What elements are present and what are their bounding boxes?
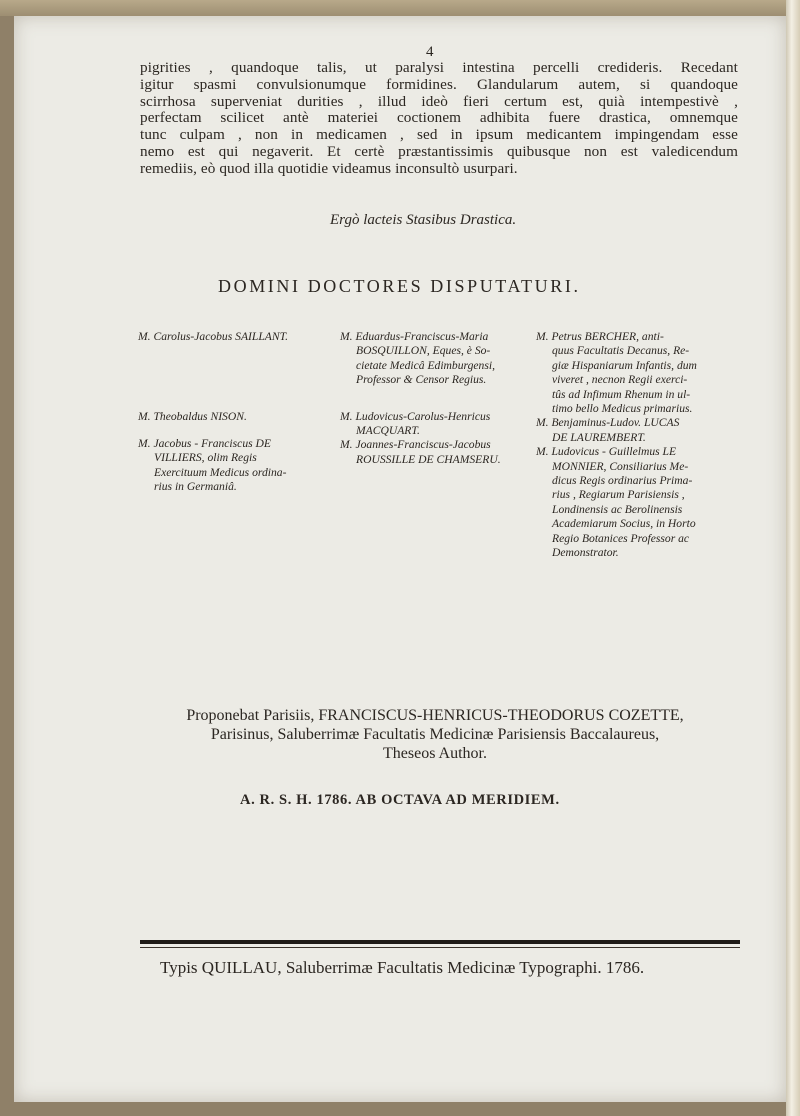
doctors-column-1 — [138, 330, 338, 494]
divider-rule — [140, 940, 740, 944]
doctor-line: VILLIERS, olim Regis — [154, 451, 257, 465]
printer-colophon: Typis QUILLAU, Saluberrimæ Facultatis Medicinæ Typographi. 1786. — [160, 958, 645, 977]
doctor-line: Exercituum Medicus ordina- — [154, 465, 287, 479]
proponent-block — [130, 706, 740, 763]
doctor-line: Regio Botanices Professor ac — [552, 531, 690, 545]
doctor-line: timo bello Medicus primarius. — [552, 402, 693, 416]
doctor-line: M. Carolus-Jacobus SAILLANT. — [138, 330, 289, 343]
doctor-line: Academiarum Socius, in Horto — [552, 517, 696, 531]
doctor-entry — [138, 330, 338, 344]
doctor-line: M. Petrus BERCHER, anti- — [536, 330, 664, 343]
page-number: 4 — [426, 44, 434, 60]
doctor-line: M. Theobaldus NISON. — [138, 410, 247, 424]
doctor-entry — [536, 330, 736, 416]
doctor-line: ROUSSILLE DE CHAMSERU. — [356, 452, 501, 466]
doctor-line: M. Ludovicus - Guillelmus LE — [536, 445, 677, 459]
body-paragraph — [140, 60, 738, 178]
body-line: igitur spasmi convulsionumque formidines. Glandularum autem, si quandoque — [140, 75, 738, 93]
body-line: pigrities , quandoque talis, ut paralysi intestina percelli credideris. Recedant — [140, 59, 738, 76]
doctor-line: giæ Hispaniarum Infantis, dum — [552, 358, 697, 372]
date-line: A. R. S. H. 1786. AB OCTAVA AD MERIDIEM. — [240, 792, 560, 808]
doctor-line: M. Joannes-Franciscus-Jacobus — [340, 438, 491, 452]
doctor-line: MACQUART. — [356, 424, 420, 438]
doctor-line: M. Ludovicus-Carolus-Henricus — [340, 409, 491, 423]
body-line: scirrhosa superveniat durities , illud ideò fieri certum est, quià intempestivè , — [140, 92, 738, 110]
doctors-column-3 — [536, 330, 736, 561]
doctor-line: MONNIER, Consiliarius Me- — [552, 459, 689, 473]
doctor-entry — [536, 445, 736, 560]
book-edge-top — [0, 0, 800, 16]
book-spine-edge — [786, 0, 800, 1116]
doctor-line: cietate Medicâ Edimburgensi, — [356, 358, 495, 372]
doctors-column-2 — [340, 330, 530, 467]
doctor-line: BOSQUILLON, Eques, è So- — [356, 344, 491, 358]
doctor-line: Londinensis ac Berolinensis — [552, 502, 683, 516]
body-line: remediis, eò quod illa quotidie videamus inconsultò usurpari. — [140, 159, 518, 177]
proponent-line: Proponebat Parisiis, FRANCISCUS-HENRICUS-THEODORUS COZETTE, — [186, 707, 684, 724]
divider-rule-thin — [140, 947, 740, 948]
proponent-line: Parisinus, Saluberrimæ Facultatis Medicinæ Parisiensis Baccalaureus, — [210, 726, 660, 743]
doctor-entry — [536, 416, 736, 445]
doctor-line: M. Eduardus-Franciscus-Maria — [340, 330, 489, 343]
body-line: perfectam scilicet antè materiei coctionem adhibita fuere drastica, omnemque — [140, 109, 738, 127]
doctors-heading: DOMINI DOCTORES DISPUTATURI. — [218, 276, 581, 296]
doctor-line: Demonstrator. — [552, 546, 619, 560]
doctor-entry — [138, 410, 338, 424]
doctor-line: M. Jacobus - Franciscus DE — [138, 436, 271, 450]
doctor-entry — [340, 330, 530, 388]
doctor-entry — [138, 437, 338, 495]
thesis-conclusion: Ergò lacteis Stasibus Drastica. — [330, 212, 517, 228]
proponent-line: Theseos Author. — [383, 745, 487, 762]
doctor-line: tûs ad Infimum Rhenum in ul- — [552, 387, 691, 401]
body-line: tunc culpam , non in medicamen , sed in ipsum medicantem impingendam esse — [140, 126, 738, 144]
doctor-line: viveret , necnon Regii exerci- — [552, 373, 688, 387]
doctor-line: M. Benjaminus-Ludov. LUCAS — [536, 416, 680, 430]
doctor-line: quus Facultatis Decanus, Re- — [552, 344, 690, 358]
doctor-line: DE LAUREMBERT. — [552, 430, 646, 444]
doctor-entry — [340, 438, 530, 467]
doctor-line: rius in Germaniâ. — [154, 480, 237, 494]
doctor-entry — [340, 410, 530, 439]
doctor-line: dicus Regis ordinarius Prima- — [552, 474, 693, 488]
body-line: nemo est qui negaverit. Et certè præstantissimis quibusque non est valedicendum — [140, 142, 738, 160]
doctor-line: rius , Regiarum Parisiensis , — [552, 488, 685, 502]
doctor-line: Professor & Censor Regius. — [356, 373, 487, 387]
